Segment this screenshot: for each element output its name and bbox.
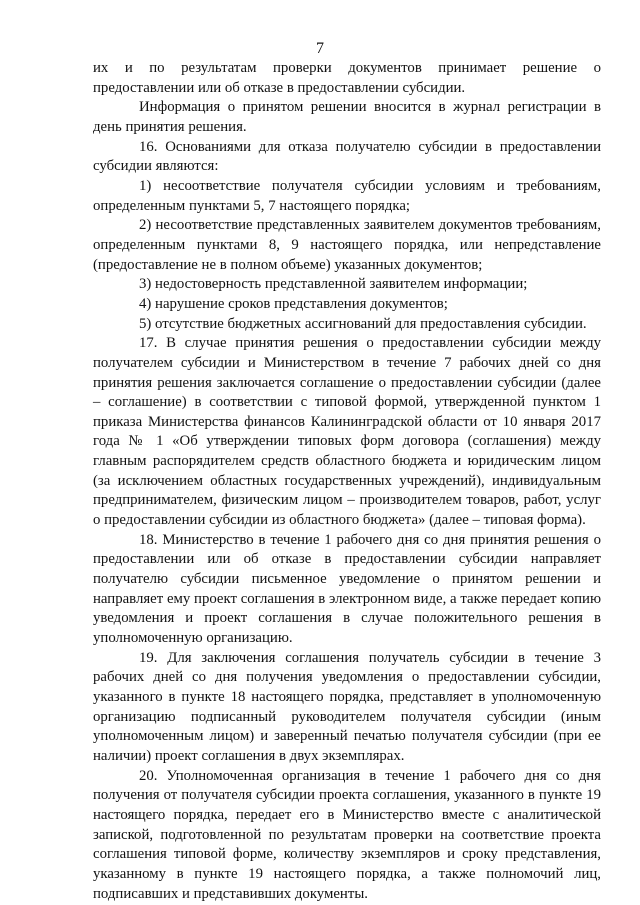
page-number: 7 [316, 40, 324, 57]
paragraph-18: 18. Министерство в течение 1 рабочего дня со дня принятия решения о предоставлении или об отказе в предоставлении субсидии направляет получателю субсидии письменное уведомление о принятом решении и направляет ему проект соглашения в электронном виде, а также передает копию уведомления и проект соглашения в случае положительного решения в уполномоченную организацию. [93, 531, 601, 647]
paragraph-17: 17. В случае принятия решения о предоставлении субсидии между получателем субсидии и Министерством в течение 7 рабочих дней со дня принятия решения заключается соглашение о предоставлении субсидии (далее – соглашение) в соответствии с типовой формой, утвержденной пунктом 1 приказа Министерства финансов Калининградской области от 10 января 2017 года № 1 «Об утверждении типовых форм договора (соглашения) между главным распорядителем средств областного бюджета и юридическим лицом (за исключением областных государственных учреждений), индивидуальным предпринимателем, физическим лицом – производителем товаров, работ, услуг о предоставлении субсидии из областного бюджета» (далее – типовая форма). [93, 335, 601, 529]
paragraph-16-item-4: 4) нарушение сроков представления документов; [139, 295, 448, 312]
paragraph-16-refusal-grounds: 16. Основаниями для отказа получателю субсидии в предоставлении субсидии являются: [93, 138, 601, 175]
paragraph-16-item-1: 1) несоответствие получателя субсидии условиям и требованиям, определенным пунктами 5, 7 настоящего порядка; [93, 177, 601, 214]
paragraph-20: 20. Уполномоченная организация в течение 1 рабочего дня со дня получения от получателя субсидии проекта соглашения, указанного в пункте 19 настоящего порядка, передает его в Министерство вместе с аналитической запиской, подготовленной по результатам проверки на соответствие проекта соглашения типовой форме, количеству экземпляров и сроку представления, указанному в пункте 19 настоящего порядка, а также полномочий лиц, подписавших и представивших документы. [93, 767, 601, 902]
paragraph-continuation: их и по результатам проверки документов принимает решение о предоставлении или об отказе в предоставлении субсидии. [93, 60, 601, 96]
document-body [93, 59, 601, 904]
paragraph-16-item-2: 2) несоответствие представленных заявителем документов требованиям, определенным пунктами 8, 9 настоящего порядка, или непредставление (предоставление не в полном объеме) указанных документов; [93, 217, 601, 273]
paragraph-16-item-3: 3) недостоверность представленной заявителем информации; [139, 276, 528, 293]
paragraph-19: 19. Для заключения соглашения получатель субсидии в течение 3 рабочих дней со дня получения уведомления о предоставлении субсидии, указанного в пункте 18 настоящего порядка, представляет в уполномоченную организацию подписанный руководителем получателя субсидии (иным уполномоченным лицом) и заверенный печатью получателя субсидии (при ее наличии) проект соглашения в двух экземплярах. [93, 649, 601, 764]
paragraph-16-item-5: 5) отсутствие бюджетных ассигнований для предоставления субсидии. [139, 315, 587, 332]
paragraph-registration-info: Информация о принятом решении вносится в журнал регистрации в день принятия решения. [93, 99, 601, 135]
